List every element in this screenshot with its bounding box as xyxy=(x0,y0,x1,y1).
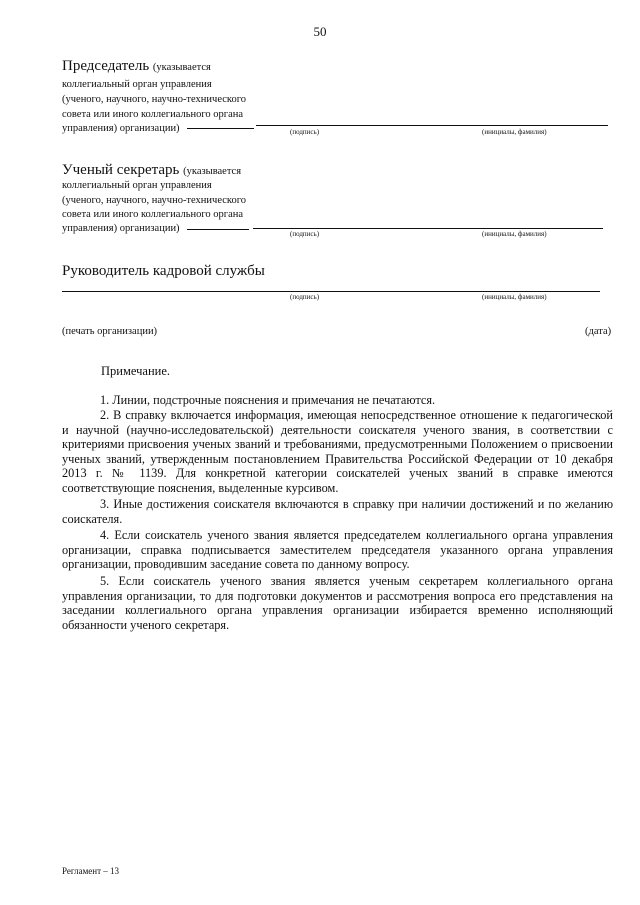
secretary-title-line xyxy=(62,162,241,179)
signature-line xyxy=(62,291,600,292)
signature-line xyxy=(253,228,603,229)
name-caption: (инициалы, фамилия) xyxy=(482,128,547,136)
chairman-title-line xyxy=(62,58,211,75)
name-caption: (инициалы, фамилия) xyxy=(482,230,547,238)
note-item: 3. Иные достижения соискателя включаются в справку при наличии достижений и по желанию соискателя. xyxy=(62,497,613,526)
note-item: 1. Линии, подстрочные пояснения и примечания не печатаются. xyxy=(100,393,436,407)
note-item: 4. Если соискатель ученого звания является председателем коллегиального органа управления организации, справка подписывается заместителем председателя указанного органа управления организации, проводившим заседание совета по данному вопросу. xyxy=(62,528,613,572)
chairman-hint-first: (указывается xyxy=(152,62,211,73)
signature-line xyxy=(256,125,608,126)
note-item: 5. Если соискатель ученого звания является ученым секретарем коллегиального органа управления организации, то для подготовки документов и рассмотрения вопроса его представления на заседании коллегиального органа управления организации избирается временно исполняющий обязанности ученого секретаря. xyxy=(62,574,613,632)
page-number: 50 xyxy=(313,24,327,39)
signature-line xyxy=(187,229,249,230)
stamp-label: (печать организации) xyxy=(62,326,158,337)
secretary-hint-first: (указывается xyxy=(183,166,242,177)
secretary-last-line: управления) организации) xyxy=(62,223,180,234)
secretary-hint-line: коллегиальный орган управления xyxy=(62,180,212,191)
name-caption: (инициалы, фамилия) xyxy=(482,293,547,301)
chairman-hint-line: совета или иного коллегиального органа xyxy=(62,109,244,120)
signature-caption: (подпись) xyxy=(290,293,320,301)
note-title: Примечание. xyxy=(101,364,171,378)
signature-line xyxy=(187,128,254,129)
signature-caption: (подпись) xyxy=(290,230,320,238)
date-label: (дата) xyxy=(585,326,612,337)
secretary-hint-line: совета или иного коллегиального органа xyxy=(62,209,244,220)
chairman-title: Председатель xyxy=(62,58,150,74)
secretary-title: Ученый секретарь xyxy=(62,162,180,178)
signature-caption: (подпись) xyxy=(290,128,320,136)
secretary-hint-line: (ученого, научного, научно-технического xyxy=(62,195,247,206)
note-item: 2. В справку включается информация, имеющая непосредственное отношение к педагогической и научной (научно-исследовательской) деятельности соискателя ученого звания, в соответствии с критериями присвоения ученых званий и требованиями, предусмотренными Положением о присвоении ученых званий, утвержденным постановлением Правительства Российской Федерации от 10 декабря 2013 г. № 1139. Для конкретной категории соискателей ученых званий в справке имеются соответствующие пояснения, выделенные курсивом. xyxy=(62,408,613,495)
chairman-last-line: управления) организации) xyxy=(62,123,180,134)
hr-head-title: Руководитель кадровой службы xyxy=(62,263,265,279)
chairman-hint-line: (ученого, научного, научно-технического xyxy=(62,94,247,105)
footer-text: Регламент – 13 xyxy=(62,866,120,876)
chairman-hint-line: коллегиальный орган управления xyxy=(62,79,212,90)
